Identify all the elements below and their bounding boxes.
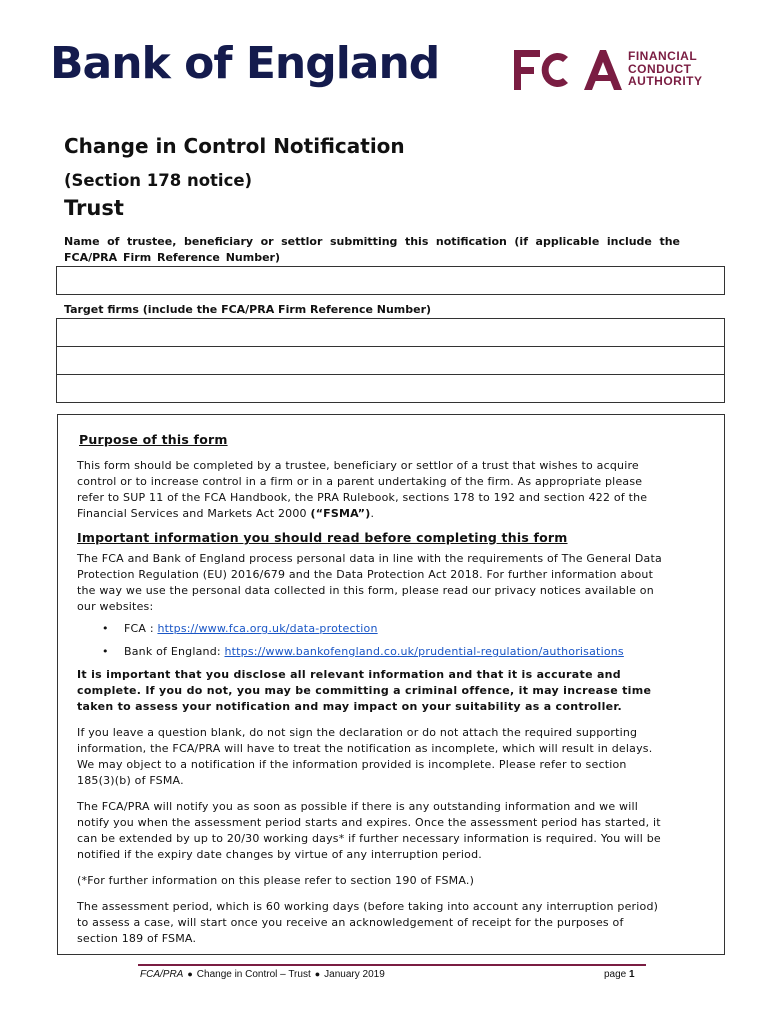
page-label: page: [604, 969, 627, 980]
fca-logo-line: FINANCIAL: [628, 49, 698, 63]
footer-text: [140, 969, 385, 980]
fca-privacy-link[interactable]: https://www.fca.org.uk/data-protection: [157, 622, 378, 635]
trustee-name-input[interactable]: [56, 266, 725, 295]
purpose-body: This form should be completed by a trustee, beneficiary or settlor of a trust that wishes to acquire control or to increase control in a firm or in a parent undertaking of the firm. As appropriate please refer to SUP 11 of the FCA Handbook, the PRA Rulebook, sections 178 to 192 and section 422 of the Financial Services and Markets Act 2000: [77, 459, 648, 520]
target-firms-label: Target firms (include the FCA/PRA Firm Reference Number): [64, 303, 432, 316]
bank-of-england-logo: Bank of England: [50, 38, 440, 89]
information-content: [77, 432, 667, 947]
footer-org: FCA/PRA: [140, 969, 184, 980]
page-number-value: 1: [629, 969, 635, 980]
boe-privacy-link[interactable]: https://www.bankofengland.co.uk/prudential-regulation/authorisations: [224, 645, 624, 658]
link-prefix: Bank of England:: [124, 645, 225, 658]
target-firm-input-1[interactable]: [56, 318, 725, 347]
link-prefix: FCA :: [124, 622, 158, 635]
important-heading: Important information you should read before completing this form: [77, 530, 568, 545]
fca-logo-mark: [514, 47, 622, 93]
page-number: [604, 969, 635, 980]
trustee-field-label: Name of trustee, beneficiary or settlor submitting this notification (if applicable include the FCA/PRA Firm Reference Number): [64, 235, 680, 264]
section-heading: Trust: [64, 196, 124, 220]
footer-date: January 2019: [324, 969, 385, 980]
fca-logo-text: [628, 50, 703, 88]
warning-text: It is important that you disclose all relevant information and that it is accurate and complete. If you do not, you may be committing a criminal offence, it may increase time taken to assess your notification and may impact on your suitability as a controller.: [77, 668, 652, 713]
data-protection-text: The FCA and Bank of England process personal data in line with the requirements of The General Data Protection Regulation (EU) 2016/679 and the Data Protection Act 2018. For further information about the way we use the personal data collected in this form, please read our privacy notices available on our websites:: [77, 552, 662, 613]
fca-logo-line: AUTHORITY: [628, 74, 703, 88]
bullet-icon: ●: [314, 969, 321, 979]
fsma-abbrev: (“FSMA”): [310, 507, 371, 520]
list-item: [124, 621, 667, 637]
purpose-heading: Purpose of this form: [79, 432, 228, 447]
purpose-text: [77, 458, 667, 522]
form-subtitle: (Section 178 notice): [64, 171, 253, 190]
list-item: [124, 644, 667, 660]
target-firm-input-3[interactable]: [56, 374, 725, 403]
blank-question-text: If you leave a question blank, do not sign the declaration or do not attach the required supporting information, the FCA/PRA will have to treat the notification as incomplete, which will result in delays. We may object to a notification if the information provided is incomplete. Please refer to section 185(3)(b) of FSMA.: [77, 726, 653, 787]
privacy-links-list: [77, 621, 667, 660]
notify-text: The FCA/PRA will notify you as soon as possible if there is any outstanding information and we will notify you when the assessment period starts and expires. Once the assessment period has started, it can be extended by up to 20/30 working days* if further necessary information is required. You will be notified if the expiry date changes by virtue of any interruption period.: [77, 800, 661, 861]
bullet-icon: ●: [187, 969, 193, 979]
assessment-text: The assessment period, which is 60 working days (before taking into account any interruption period) to assess a case, will start once you receive an acknowledgement of receipt for the purposes of section 189 of FSMA.: [77, 900, 659, 945]
fca-logo-line: CONDUCT: [628, 61, 692, 76]
form-title: Change in Control Notification: [64, 134, 405, 158]
footer-divider: [138, 964, 646, 966]
footer-doc: Change in Control – Trust: [196, 969, 311, 980]
target-firm-input-2[interactable]: [56, 346, 725, 375]
purpose-end: .: [370, 507, 375, 520]
footnote-text: (*For further information on this please refer to section 190 of FSMA.): [77, 874, 475, 887]
